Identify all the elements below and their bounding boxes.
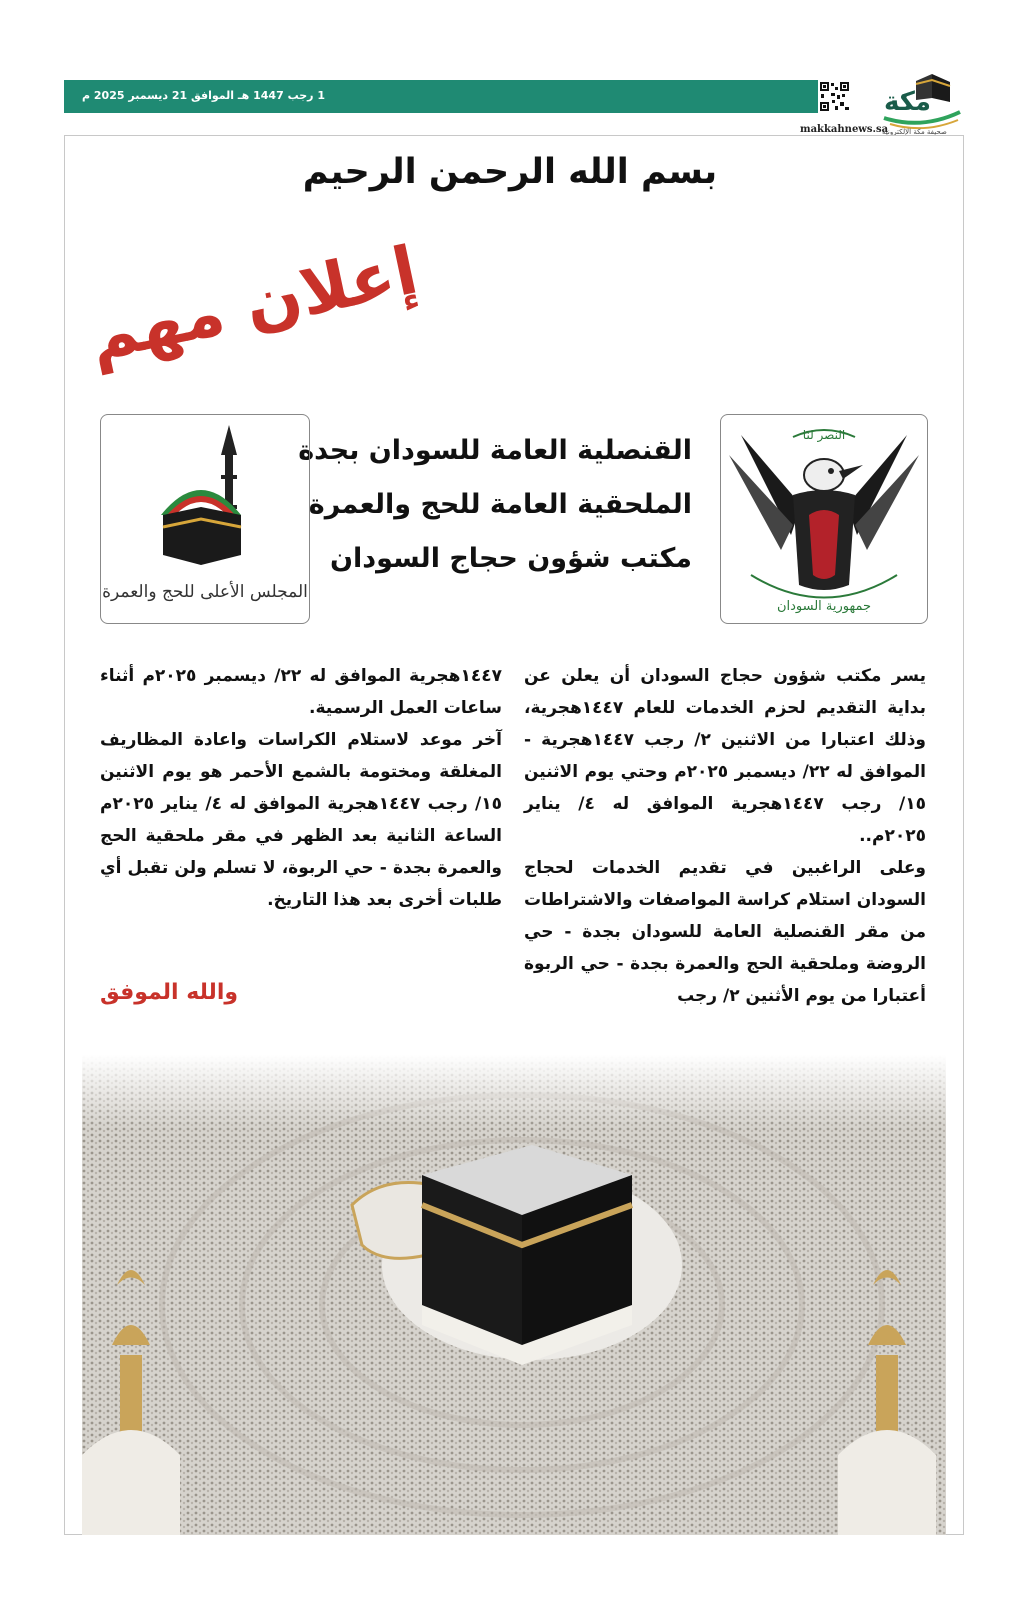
title-line-attache: الملحقية العامة للحج والعمرة [308, 489, 692, 520]
body-column-right [524, 660, 926, 1012]
secretary-bird-emblem-icon [721, 415, 927, 623]
paragraph-announcement: يسر مكتب شؤون حجاج السودان أن يعلن عن بداية التقديم لحزم الخدمات للعام ١٤٤٧هجرية، وذلك اعتبارا من الاثنين ٢/ رجب ١٤٤٧هجرية - الموافق له ٢٢/ ديسمبر ٢٠٢٥م وحتي يوم الاثنين ١٥/ رجب ١٤٤٧هجرية الموافق له ٤/ يناير ٢٠٢٥م.. [524, 666, 926, 846]
title-line-consulate: القنصلية العامة للسودان بجدة [298, 435, 692, 466]
hajj-council-logo-icon [101, 415, 309, 623]
closing-phrase: والله الموفق [100, 980, 239, 1005]
emblem-motto: النصر لنا [802, 428, 846, 442]
issue-date: 1 رجب 1447 هـ الموافق 21 ديسمبر 2025 م [82, 89, 325, 102]
ad-title [298, 424, 692, 586]
body-column-left [100, 660, 502, 916]
headline: إعلان مهم [81, 231, 425, 377]
qr-code-icon [818, 80, 851, 113]
site-url: makkahnews.sa [800, 124, 889, 135]
paragraph-deadline: آخر موعد لاستلام الكراسات واعادة المظاريف المغلقة ومختومة بالشمع الأحمر هو يوم الاثنين ١٥/ رجب ١٤٤٧هجرية الموافق له ٤/ يناير ٢٠٢٥م الساعة الثانية بعد الظهر في مقر ملحقية الحج والعمرة بجدة - حي الربوة، لا تسلم ولن تقبل أي طلبات أخرى بعد هذا التاريخ. [100, 730, 502, 910]
header-bar [64, 80, 847, 113]
basmala: بسم الله الرحمن الرحيم [302, 152, 718, 192]
paragraph-applicants: وعلى الراغبين في تقديم الخدمات لحجاج السودان استلام كراسة المواصفات والاشتراطات من مقر القنصلية العامة للسودان بجدة - حي الروضة وملحقية الحج والعمرة بجدة - حي الربوة أعتبارا من يوم الأثنين ٢/ رجب [524, 858, 926, 1006]
sudan-emblem-box [720, 414, 928, 624]
emblem-name: جمهورية السودان [776, 599, 872, 614]
logo-word: مكة [884, 87, 931, 117]
title-line-pilgrims-office: مكتب شؤون حجاج السودان [330, 543, 692, 574]
kaaba-crowd-photo [82, 1055, 946, 1535]
paragraph-working-hours: ١٤٤٧هجرية الموافق له ٢٢/ ديسمبر ٢٠٢٥م أثناء ساعات العمل الرسمية. [100, 666, 502, 718]
logo-caption: صحيفة مكة الإلكترونية [882, 128, 947, 136]
hajj-council-logo-box [100, 414, 310, 624]
council-caption: المجلس الأعلى للحج والعمرة [102, 582, 308, 602]
